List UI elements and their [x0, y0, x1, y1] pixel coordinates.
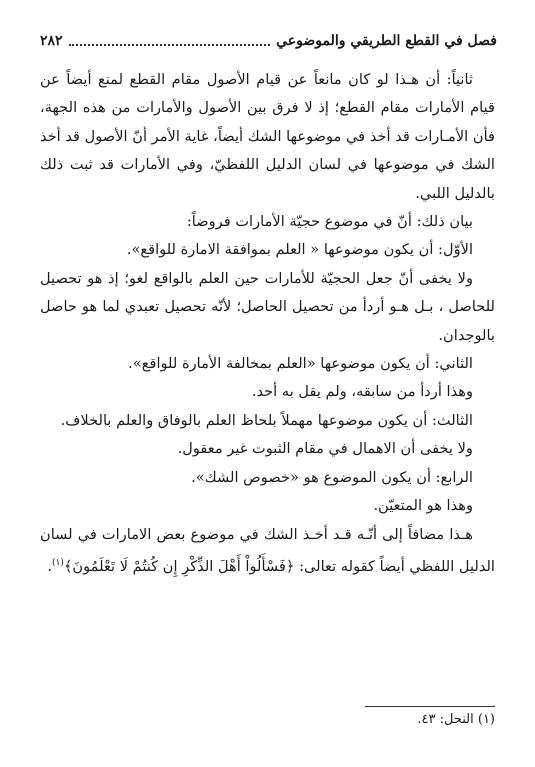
- paragraph: ولا يخفى أن الاهمال في مقام الثبوت غير معقول.: [177, 440, 473, 458]
- dotted-leader: [69, 44, 271, 46]
- paragraph: الثالث: أن يكون موضوعها مهملاً بلحاظ العلم بالوفاق والعلم بالخلاف.: [60, 411, 473, 429]
- paragraph: الثاني: أن يكون موضوعها «العلم بمخالفة الأمارة للواقع».: [128, 355, 473, 373]
- paragraph: وهذا أردأ من سابقه، ولم يقل به أحد.: [251, 383, 473, 401]
- paragraph-with-citation: هـذا مضافاً إلى أنّـه قـد أخـذ الشك في موضوع بعض الامارات في لسان الدليل اللفظي أيضاً كقوله تعالى: ﴿فَسْأَلُواْ أَهْلَ الذِّكْرِ إِن كُنتُمْ لَا تَعْلَمُونَ﴾$^{(١)}$.: [40, 525, 495, 575]
- main-text: [40, 66, 495, 581]
- paragraph: ثانياً: أن هـذا لو كان مانعاً عن قيام الأصول مقام القطع لمنع أيضاً عن قيام الأمارات مقام القطع؛ إذ لا فرق بين الأصول والأمارات من هذه الجهة، فأن الأمـارات قد أخذ في موضوعها الشك أيضاً، غاية الأمر أنّ الأصول قد أخذ الشك في موضوعها في لسان الدليل اللفظيّ، وفي الأمارات قد ثبت ذلك بالدليل اللبي.: [40, 71, 495, 202]
- running-header: [40, 30, 497, 52]
- footnote-divider: [365, 706, 495, 707]
- paragraph: الرابع: أن يكون الموضوع هو «خصوص الشك».: [191, 468, 473, 486]
- paragraph: الأوّل: أن يكون موضوعها « العلم بموافقة الامارة للواقع».: [126, 241, 473, 259]
- chapter-title: فصل في القطع الطريقي والموضوعي: [276, 33, 497, 49]
- page-number: ٢٨٢: [40, 33, 63, 49]
- footnote: (١) النحل: ٤٣.: [417, 712, 495, 727]
- paragraph: ولا يخفى أنّ جعل الحجيّة للأمارات حين العلم بالواقع لغو؛ إذ هو تحصيل للحاصل ، بـل هـو أردأ من تحصيل الحاصل؛ لأنّه تحصيل تعبدي لما هو حاصل بالوجدان.: [40, 269, 495, 344]
- footnote-ref: (١): [52, 557, 64, 568]
- paragraph: وهذا هو المتعيّن.: [373, 497, 473, 515]
- paragraph: بيان ذلك: أنّ في موضوع حجيّة الأمارات فروضاً:: [186, 213, 473, 231]
- paragraph-text: هـذا مضافاً إلى أنّـه قـد أخـذ الشك في موضوع بعض الامارات في لسان الدليل اللفظي أيضاً كقوله تعالى: ﴿فَسْأَلُواْ أَهْلَ الذِّكْرِ إِن كُنتُمْ لَا تَعْلَمُونَ﴾: [40, 525, 495, 575]
